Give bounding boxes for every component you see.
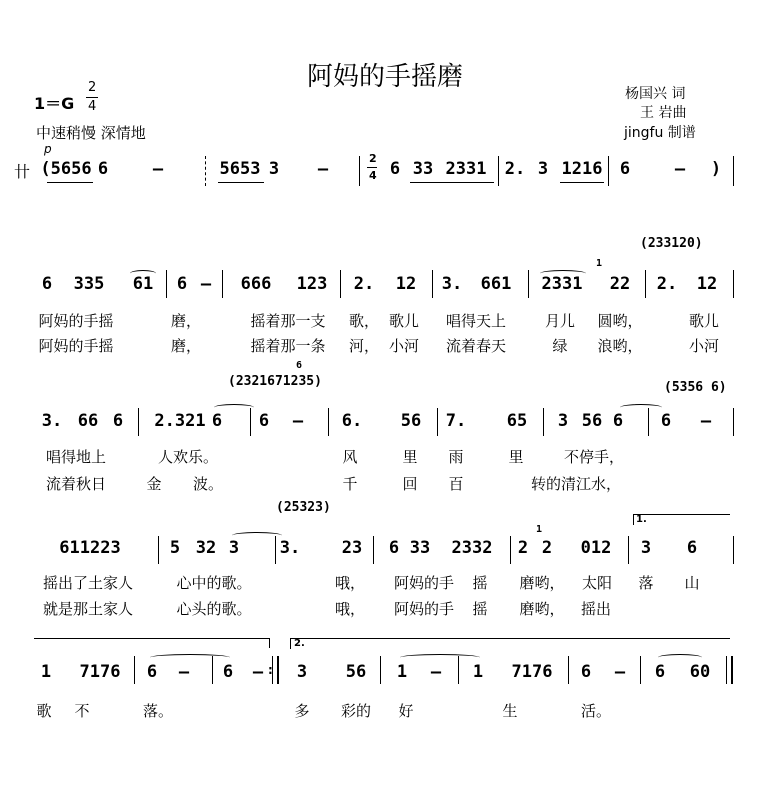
lyric-verse-2: 阿妈的手	[393, 600, 455, 618]
grace-notes: (5356 6)	[664, 380, 727, 395]
lyric-verse-1: 月儿	[544, 312, 576, 330]
slur-mark	[620, 404, 662, 411]
note-group: 6	[146, 662, 158, 682]
note-group: 6	[686, 538, 698, 558]
lyric-verse-1: 落。	[142, 702, 174, 720]
barline	[733, 536, 734, 564]
barline	[733, 408, 734, 436]
note-group: 22	[609, 274, 631, 294]
lyric-verse-1: 摇着那一支	[250, 312, 326, 330]
note-group: 3	[640, 538, 652, 558]
lyric-verse-1: 风	[342, 448, 358, 466]
lyric-verse-1: 阿妈的手	[393, 574, 455, 592]
lyric-verse-1: 活。	[580, 702, 612, 720]
note-group: 66	[77, 411, 99, 431]
time-change-line	[367, 167, 377, 168]
note-group: 6	[97, 159, 109, 179]
lyric-verse-1: 唱得天上	[445, 312, 507, 330]
note-group: (5656	[40, 159, 92, 179]
lyric-verse-2: 哦，	[334, 600, 366, 618]
grace-note: 1	[596, 258, 603, 269]
barline	[458, 656, 459, 684]
note-group: 23	[341, 538, 363, 558]
note-group: 3	[228, 538, 240, 558]
note-group: 2.	[353, 274, 375, 294]
slur-mark	[130, 270, 156, 277]
grace-note: 1	[536, 524, 543, 535]
note-group: 7176	[511, 662, 553, 682]
note-group: 56	[581, 411, 603, 431]
note-group: 7176	[79, 662, 121, 682]
lyric-verse-1: 摇	[472, 574, 488, 592]
final-barline	[726, 656, 733, 684]
lyric-verse-1: 哦，	[334, 574, 366, 592]
note-group: –	[152, 159, 164, 179]
repeat-dots: :	[268, 663, 273, 677]
note-group: 123	[296, 274, 328, 294]
lyric-verse-2: 金	[146, 475, 162, 493]
lyric-verse-1: 不停手，	[563, 448, 625, 466]
note-group: 2.321	[154, 411, 206, 431]
lyric-verse-1: 里	[508, 448, 524, 466]
dashed-barline	[205, 156, 207, 186]
barline	[640, 656, 641, 684]
key-signature: 1＝G	[34, 94, 75, 113]
lyric-verse-1: 歌儿	[388, 312, 420, 330]
slur-mark	[540, 270, 586, 277]
lyric-verse-1: 唱得地上	[45, 448, 107, 466]
note-group: 6	[211, 411, 223, 431]
song-title: 阿妈的手摇磨	[306, 62, 463, 92]
lyric-verse-1: 雨	[448, 448, 464, 466]
barline	[543, 408, 544, 436]
volta-2-label: 2.	[294, 638, 305, 649]
note-group: 6	[41, 274, 53, 294]
note-group: –	[317, 159, 329, 179]
arranger-credit: jingfu 制谱	[624, 125, 696, 141]
note-group: 6.	[341, 411, 363, 431]
lyric-verse-2: 流着秋日	[45, 475, 107, 493]
barline	[134, 656, 135, 684]
lyric-verse-2: 河，	[348, 337, 380, 355]
volta-1-continuation	[34, 638, 270, 639]
lyric-verse-2: 绿	[552, 337, 568, 355]
note-group: 2	[517, 538, 529, 558]
lyric-verse-1: 好	[398, 702, 414, 720]
lyric-verse-2: 摇出	[580, 600, 612, 618]
note-group: 3.	[41, 411, 63, 431]
barline	[648, 408, 649, 436]
note-group: 6	[258, 411, 270, 431]
note-group: 6	[388, 538, 400, 558]
lyricist-credit: 杨国兴 词	[625, 86, 686, 102]
barline	[437, 408, 438, 436]
beam-line	[47, 182, 93, 183]
time-signature-bottom: 4	[88, 99, 97, 114]
lyric-verse-2: 波。	[192, 475, 224, 493]
lyric-verse-1: 里	[402, 448, 418, 466]
note-group: 3.	[441, 274, 463, 294]
lyric-verse-1: 歌，	[348, 312, 380, 330]
lyric-verse-1: 太阳	[581, 574, 613, 592]
volta-2-bracket	[290, 638, 730, 649]
note-group: 2.	[504, 159, 526, 179]
barline	[373, 536, 374, 564]
note-group: –	[292, 411, 304, 431]
lyric-verse-2: 阿妈的手摇	[38, 337, 114, 355]
beam-line	[560, 182, 604, 183]
note-group: –	[252, 662, 264, 682]
note-group: 2.	[656, 274, 678, 294]
lyric-verse-2: 转的清江水，	[530, 475, 622, 493]
note-group: –	[430, 662, 442, 682]
note-group: 012	[580, 538, 612, 558]
note-group: 5	[169, 538, 181, 558]
barline	[328, 408, 329, 436]
volta-bracket	[633, 514, 730, 525]
lyric-verse-1: 歌	[36, 702, 52, 720]
note-group: 7.	[445, 411, 467, 431]
time-change-top: 2	[369, 152, 377, 165]
lyric-verse-1: 生	[502, 702, 518, 720]
beam-line	[218, 182, 264, 183]
lyric-verse-1: 阿妈的手摇	[38, 312, 114, 330]
lyric-verse-2: 小河	[688, 337, 720, 355]
barline	[510, 536, 511, 564]
tie-mark	[150, 654, 230, 661]
note-group: 666	[240, 274, 272, 294]
barline	[158, 536, 159, 564]
note-group: 661	[480, 274, 512, 294]
lyric-verse-1: 山	[684, 574, 700, 592]
grace-note: 6	[296, 360, 303, 371]
note-group: 6	[580, 662, 592, 682]
music-system-5	[0, 632, 770, 732]
lyric-verse-2: 小河	[388, 337, 420, 355]
note-group: –	[674, 159, 686, 179]
note-group: 6	[619, 159, 631, 179]
lyric-verse-1: 磨哟，	[519, 574, 565, 592]
note-group: 33	[412, 159, 434, 179]
lyric-verse-1: 多	[294, 702, 310, 720]
lyric-verse-2: 百	[448, 475, 464, 493]
note-group: 12	[696, 274, 718, 294]
note-group: )	[710, 159, 722, 179]
note-group: 33	[409, 538, 431, 558]
music-system-4	[0, 500, 770, 625]
lyric-verse-1: 落	[638, 574, 654, 592]
note-group: 3	[557, 411, 569, 431]
note-group: 6	[222, 662, 234, 682]
barline	[138, 408, 139, 436]
note-group: 60	[689, 662, 711, 682]
barline	[733, 270, 734, 298]
grace-notes: (233120)	[640, 236, 703, 251]
lyric-verse-1: 心中的歌。	[176, 574, 252, 592]
lyric-verse-2: 浪哟，	[597, 337, 643, 355]
barline	[645, 270, 646, 298]
repeat-end-barline	[272, 656, 279, 684]
barline	[275, 536, 276, 564]
note-group: 6	[660, 411, 672, 431]
lyric-verse-1: 不	[74, 702, 90, 720]
volta-label: 1.	[636, 514, 647, 525]
tie-mark	[400, 654, 480, 661]
lyric-verse-2: 就是那土家人	[42, 600, 134, 618]
music-system-3	[0, 360, 770, 500]
lyric-verse-2: 流着春天	[445, 337, 507, 355]
lyric-verse-2: 摇着那一条	[250, 337, 326, 355]
note-group: –	[700, 411, 712, 431]
note-group: –	[200, 274, 212, 294]
tempo-marking: 中速稍慢 深情地	[36, 124, 146, 142]
time-change-bottom: 4	[369, 169, 377, 182]
beam-line	[410, 182, 494, 183]
lyric-verse-1: 彩的	[340, 702, 372, 720]
tie-mark	[658, 654, 702, 661]
note-group: 2332	[451, 538, 493, 558]
note-group: 611223	[59, 538, 121, 558]
time-signature-top: 2	[88, 80, 97, 95]
barline	[212, 656, 213, 684]
barline	[380, 656, 381, 684]
barline	[166, 270, 167, 298]
barline	[528, 270, 529, 298]
barline	[568, 656, 569, 684]
lyric-verse-2: 心头的歌。	[176, 600, 252, 618]
barline	[359, 156, 360, 186]
note-group: 3	[296, 662, 308, 682]
barline	[222, 270, 223, 298]
composer-credit: 王 岩曲	[640, 105, 687, 121]
note-group: 6	[176, 274, 188, 294]
lyric-verse-1: 人欢乐。	[157, 448, 219, 466]
note-group: 61	[132, 274, 154, 294]
lyric-verse-2: 磨，	[170, 337, 202, 355]
music-system-1	[0, 142, 770, 190]
barline	[250, 408, 251, 436]
lyric-verse-2: 摇	[472, 600, 488, 618]
note-group: 3.	[279, 538, 301, 558]
note-group: 6	[612, 411, 624, 431]
note-group: 6	[112, 411, 124, 431]
grace-notes: (2321671235)	[228, 374, 322, 389]
barline	[733, 156, 734, 186]
volta-1-end	[269, 638, 270, 648]
slur-mark	[214, 404, 254, 411]
lyric-verse-1: 摇出了土家人	[42, 574, 134, 592]
note-group: 3	[537, 159, 549, 179]
note-group: –	[178, 662, 190, 682]
note-group: 1216	[561, 159, 603, 179]
note-group: 12	[395, 274, 417, 294]
note-group: 2331	[541, 274, 583, 294]
note-group: 2331	[445, 159, 487, 179]
barline	[628, 536, 629, 564]
music-system-2	[0, 232, 770, 362]
note-group: 3	[268, 159, 280, 179]
note-group: 335	[73, 274, 105, 294]
note-group: –	[614, 662, 626, 682]
lyric-verse-1: 磨，	[170, 312, 202, 330]
note-group: 6	[389, 159, 401, 179]
lyric-verse-1: 歌儿	[688, 312, 720, 330]
lyric-verse-2: 回	[402, 475, 418, 493]
lyric-verse-1: 圆哟，	[597, 312, 643, 330]
note-group: 2	[541, 538, 553, 558]
note-group: 32	[195, 538, 217, 558]
barline	[432, 270, 433, 298]
note-group: 1	[396, 662, 408, 682]
barline	[608, 156, 609, 186]
dynamic-marking: p	[44, 142, 52, 156]
note-group: 6	[654, 662, 666, 682]
lyric-verse-2: 千	[342, 475, 358, 493]
note-group: 5653	[219, 159, 261, 179]
note-group: 1	[472, 662, 484, 682]
grace-notes: (25323)	[276, 500, 331, 515]
lyric-verse-2: 磨哟，	[519, 600, 565, 618]
time-signature-line	[86, 97, 98, 98]
repeat-prefix-mark: 卄	[14, 162, 31, 181]
note-group: 56	[345, 662, 367, 682]
note-group: 56	[400, 411, 422, 431]
barline	[498, 156, 499, 186]
note-group: 65	[506, 411, 528, 431]
barline	[340, 270, 341, 298]
note-group: 1	[40, 662, 52, 682]
